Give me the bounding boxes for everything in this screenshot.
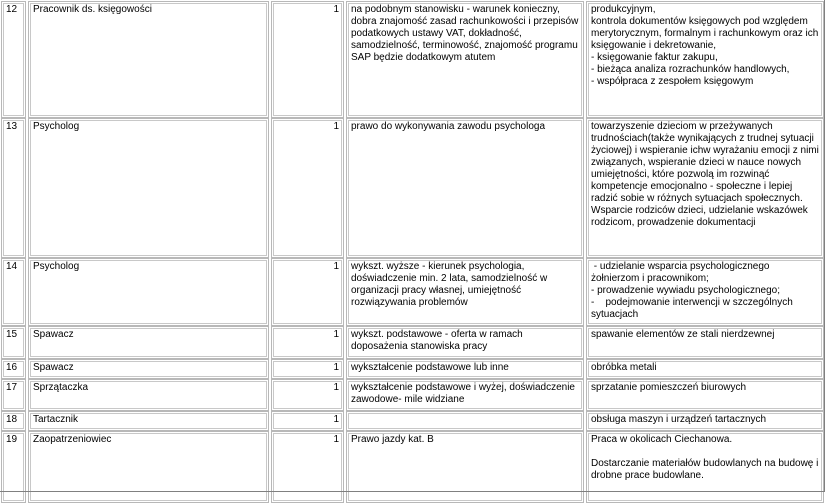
duties: sprzatanie pomieszczeń biurowych	[586, 379, 824, 411]
requirements: wykształcenie podstawowe i wyżej, doświadczenie zawodowe- mile widziane	[346, 379, 584, 411]
requirements: wykszt. podstawowe - oferta w ramach doposażenia stanowiska pracy	[346, 326, 584, 359]
job-title: Psycholog	[28, 118, 269, 258]
duties: obsługa maszyn i urządzeń tartacznych	[586, 411, 824, 431]
job-title: Spawacz	[28, 359, 269, 379]
job-title: Tartacznik	[28, 411, 269, 431]
duties: produkcyjnym, kontrola dokumentów księgowych pod względem merytorycznym, formalnym i rachunkowym oraz ich księgowanie i dekretowanie, - księgowanie faktur zakupu, - bieżąca analiza rozrachunków handlowych, - współpraca z zespołem księgowym	[586, 1, 824, 118]
positions-count: 1	[271, 379, 344, 411]
duties: obróbka metali	[586, 359, 824, 379]
duties: spawanie elementów ze stali nierdzewnej	[586, 326, 824, 359]
job-title: Psycholog	[28, 258, 269, 326]
duties: Praca w okolicach Ciechanowa. Dostarczanie materiałów budowlanych na budowę i drobne prace budowlane.	[586, 431, 824, 503]
job-title: Sprzątaczka	[28, 379, 269, 411]
table-row	[0, 378, 825, 410]
table-row	[0, 430, 825, 502]
positions-count: 1	[271, 326, 344, 359]
row-number: 17	[1, 379, 26, 411]
duties: - udzielanie wsparcia psychologicznego żołnierzom i pracownikom; - prowadzenie wywiadu psychologicznego; - podejmowanie interwencji w szczególnych sytuacjach	[586, 258, 824, 326]
table-row	[0, 117, 825, 257]
positions-count: 1	[271, 431, 344, 503]
table-row	[0, 325, 825, 358]
job-title: Pracownik ds. księgowości	[28, 1, 269, 118]
job-title: Spawacz	[28, 326, 269, 359]
table-row	[0, 257, 825, 325]
positions-count: 1	[271, 258, 344, 326]
row-number: 15	[1, 326, 26, 359]
duties: towarzyszenie dzieciom w przeżywanych trudnościach(także wynikających z trudnej sytuacji życiowej) i wspieranie ichw wyrażaniu emocji z nimi związanych, wspieranie dzieci w nauce nowych umiejętności, które pozwolą im rozwinąć kompetencje emocjonalno - społeczne i lepiej radzić sobie w różnych sytuacjach społecznych. Wsparcie rodziców dzieci, udzielanie wskazówek rodzicom, prowadzenie dokumentacji	[586, 118, 824, 258]
requirements: Prawo jazdy kat. B	[346, 431, 584, 503]
requirements: na podobnym stanowisku - warunek konieczny, dobra znajomość zasad rachunkowości i przepisów podatkowych ustawy VAT, dokładność, samodzielność, terminowość, znajomość programu SAP będzie dodatkowym atutem	[346, 1, 584, 118]
positions-count: 1	[271, 1, 344, 118]
row-number: 14	[1, 258, 26, 326]
positions-count: 1	[271, 118, 344, 258]
row-number: 18	[1, 411, 26, 431]
row-number: 13	[1, 118, 26, 258]
table-row	[0, 358, 825, 378]
job-title: Zaopatrzeniowiec	[28, 431, 269, 503]
row-number: 16	[1, 359, 26, 379]
positions-count: 1	[271, 411, 344, 431]
requirements: wykszt. wyższe - kierunek psychologia, doświadczenie min. 2 lata, samodzielność w organizacji pracy własnej, umiejętność rozwiązywania problemów	[346, 258, 584, 326]
row-number: 12	[1, 1, 26, 118]
table-row	[0, 410, 825, 430]
table-row	[0, 0, 825, 117]
positions-count: 1	[271, 359, 344, 379]
requirements	[346, 411, 584, 431]
requirements: wykształcenie podstawowe lub inne	[346, 359, 584, 379]
requirements: prawo do wykonywania zawodu psychologa	[346, 118, 584, 258]
row-number: 19	[1, 431, 26, 503]
